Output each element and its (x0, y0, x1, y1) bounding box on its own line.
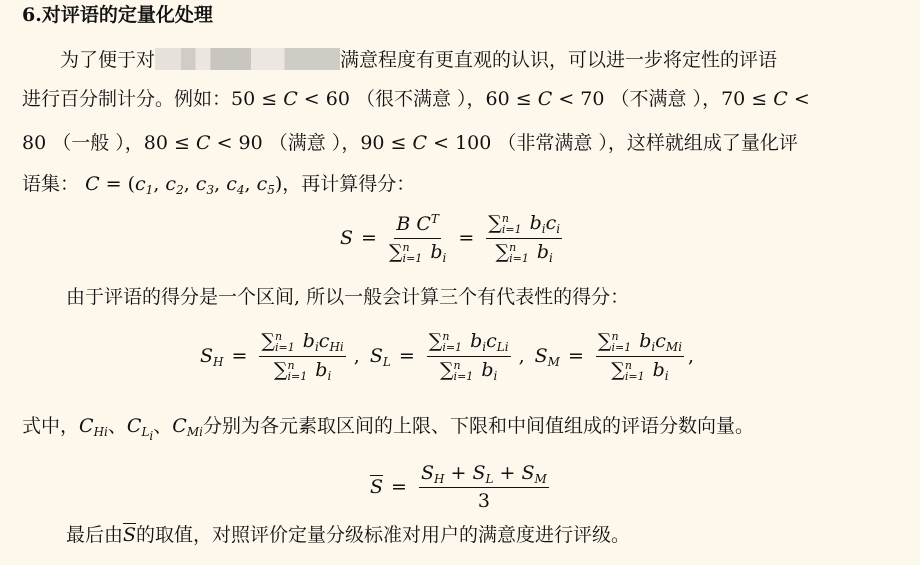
range-high: 90 (238, 132, 263, 154)
fraction: ∑ n i=1 $b_ic_{Hi}$ ∑ n i=1 $b_i$ (261, 330, 344, 383)
paragraph-4: 最后由$\overline{S}$的取值，对照评价定量分级标准对用户的满意度进行评级。 (66, 524, 631, 546)
fraction: $\frac{S_H + S_L + S_M}{3}$ (420, 462, 547, 512)
range-label: （满意 ） (268, 132, 342, 154)
text-segment: ，再计算得分： (282, 173, 416, 195)
paragraph-2 (22, 282, 890, 312)
text-segment: 由于评语的得分是一个区间, 所以一般会计算三个有代表性的得分： (66, 286, 630, 308)
range-high: 70 (580, 88, 605, 110)
average-score-equation: $\overline{S}$ = $\frac{S_H + S_L + S_M}{3}$ (370, 462, 547, 512)
paragraph-1-line-4 (22, 169, 890, 199)
range-label: （不满意 ） (610, 88, 703, 110)
range-label: （很不满意 ） (355, 88, 467, 110)
text-segment: 式中， (22, 415, 80, 437)
redacted-block (155, 48, 340, 70)
text-segment: ，这样就组成了量化评 (607, 132, 798, 154)
section-heading: 6.对评语的定量化处理 (22, 4, 213, 26)
range-high: 60 (325, 88, 350, 110)
range-low: 80 (143, 132, 168, 154)
fraction: ∑ n i=1 $b_ic_{Mi}$ ∑ n i=1 $b_i$ (597, 330, 683, 383)
fraction: B $C^T$ ∑ n i=1 $b_i$ (388, 211, 447, 265)
text-segment: 最后由 (66, 524, 124, 546)
fraction: ∑ n i=1 $b_ic_{Li}$ ∑ n i=1 $b_i$ (428, 330, 509, 383)
range-high: 80 (22, 132, 47, 154)
range-high: 100 (455, 132, 492, 154)
paragraph-1-line-1 (22, 45, 890, 75)
range-label: （一般 ） (52, 132, 125, 154)
text-segment: 语集： (22, 173, 80, 195)
score-equation: S = B $C^T$ ∑ n i=1 $b_i$ = ∑ n i=1 $b_ic_i$ ∑ n i=1 $b_i$ (340, 211, 561, 265)
paragraph-3: 式中，$C_{Hi}$、$C_{L_i}$、$C_{Mi}$分别为各元素取区间的上限、下限和中间值组成的评语分数向量。 (22, 415, 754, 443)
range-low: 50 (231, 88, 256, 110)
text-segment: 分别为各元素取区间的上限、下限和中间值组成的评语分数向量。 (202, 415, 754, 437)
paragraph-1-line-3: 80 （一般 ），80 ≤ C < 90 （满意 ），90 ≤ C < 100 （非常满意 ），这样就组成了量化评 (22, 132, 798, 154)
text-segment: 的取值，对照评价定量分级标准对用户的满意度进行评级。 (136, 524, 631, 546)
range-low: 60 (485, 88, 510, 110)
range-label: （非常满意 ） (497, 132, 608, 154)
range-low: 70 (721, 88, 746, 110)
text-segment: 为了便于对 (60, 49, 156, 71)
range-low: 90 (360, 132, 385, 154)
paragraph-1-line-2: 进行百分制计分。例如：50 ≤ C < 60 （很不满意 ），60 ≤ C < 70 （不满意 ），70 ≤ C < (22, 88, 810, 110)
comment-set-formula: $C = (c_1$, $c_2$, $c_3$, $c_4$, $c_5$) (85, 173, 283, 197)
text-segment: 进行百分制计分。例如： (22, 88, 232, 110)
denominator: 3 (477, 490, 490, 512)
text-segment: 满意程度有更直观的认识，可以进一步将定性的评语 (340, 49, 778, 71)
three-scores-equation: $S_H$ = ∑ n i=1 $b_ic_{Hi}$ ∑ n i=1 $b_i$ , $S_L$ = ∑ n i=1 $b_ic_{Li}$ ∑ n i=1 $b_i$ , $S_M$ = ∑ n i=1 $b_ic_{Mi}$ ∑ n i=1 $b_i$ , (200, 330, 695, 383)
fraction: ∑ n i=1 $b_ic_i$ ∑ n i=1 $b_i$ (488, 212, 561, 265)
